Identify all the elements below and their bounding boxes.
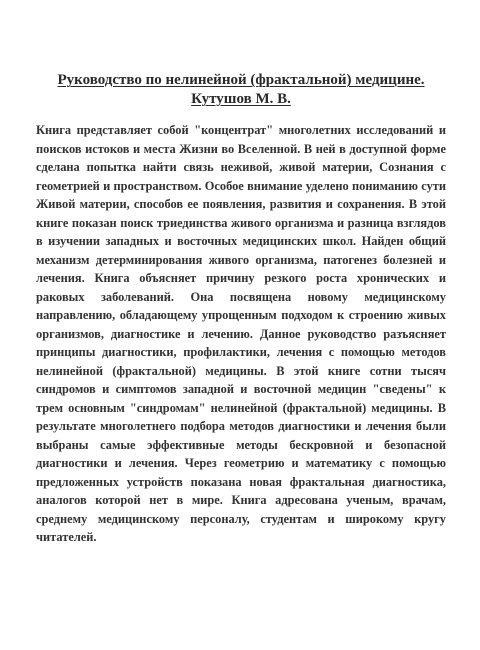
title-line-book: Руководство по нелинейной (фрактальной) медицине. — [57, 72, 425, 88]
title-line-author: Кутушов М. В. — [191, 91, 291, 107]
document-page — [36, 71, 446, 547]
book-description-paragraph: Книга представляет собой "концентрат" многолетних исследований и поисков истоков и места Жизни во Вселенной. В ней в доступной форме сделана попытка найти связь неживой, живой материи, Сознания с геометрией и пространством. Особое внимание уделено пониманию сути Живой материи, способов ее появления, развития и сохранения. В этой книге показан поиск триединства живого организма и разница взглядов в изучении западных и восточных медицинских школ. Найден общий механизм детерминирования живого организма, патогенез болезней и лечения. Книга объясняет причину резкого роста хронических и раковых заболеваний. Она посвящена новому медицинскому направлению, обладающему упрощенным подходом к строению живых организмов, диагностике и лечению. Данное руководство разъясняет принципы диагностики, профилактики, лечения с помощью методов нелинейной (фрактальной) медицины. В этой книге сотни тысяч синдромов и симптомов западной и восточной медицин "сведены" к трем основным "синдромам" нелинейной (фрактальной) медицины. В результате многолетнего подбора методов диагностики и лечения были выбраны самые эффективные методы бескровной и безопасной диагностики и лечения. Через геометрию и математику с помощью предложенных устройств показана новая фрактальная диагностика, аналогов которой нет в мире. Книга адресована ученым, врачам, среднему медицинскому персоналу, студентам и широкому кругу читателей. — [36, 123, 446, 544]
document-title — [36, 71, 446, 109]
